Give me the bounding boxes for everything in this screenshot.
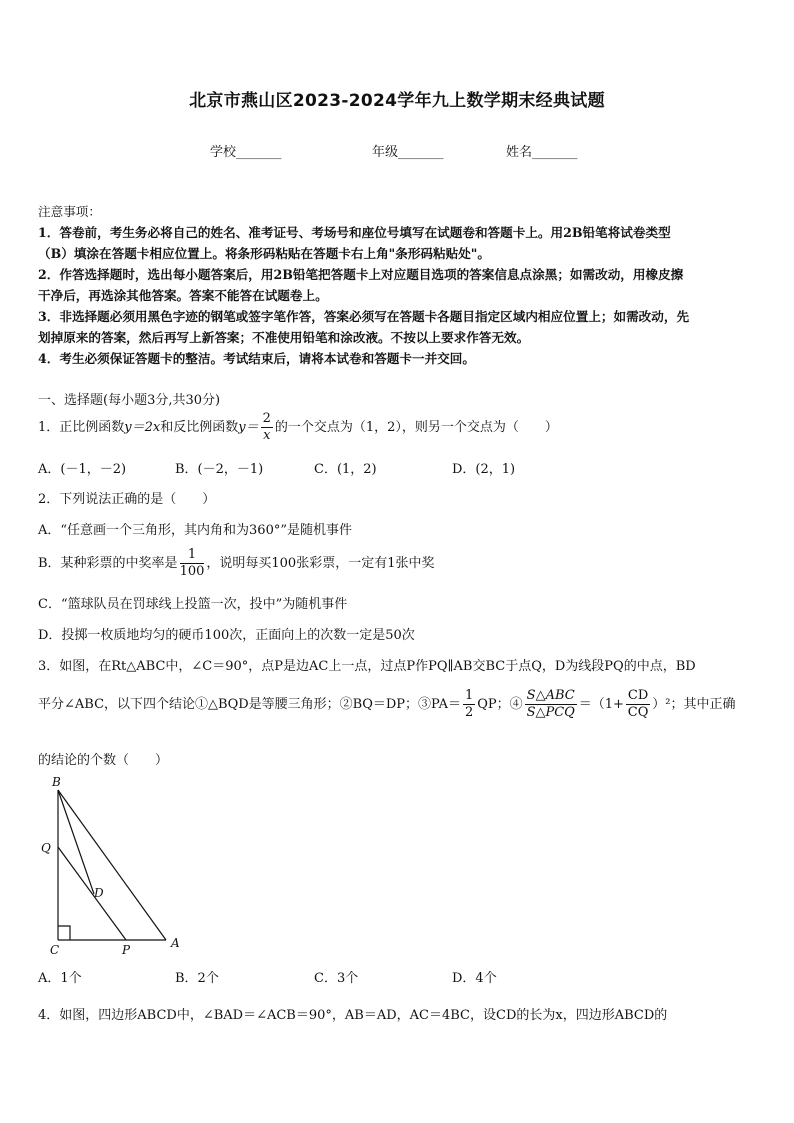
q3-option-b: B．2个 — [175, 971, 219, 986]
q2-option-d: D．投掷一枚质地均匀的硬币100次，正面向上的次数一定是50次 — [38, 628, 415, 643]
q2-option-a: A．“任意画一个三角形，其内角和为360°”是随机事件 — [38, 523, 352, 538]
segment-bd — [58, 790, 94, 894]
q1-fraction: $\frac{2}{x}$ — [262, 411, 271, 443]
q3-fraction-cd: $\frac{CD}{CQ}$ — [627, 688, 649, 720]
exam-title: 北京市燕山区2023-2024学年九上数学期末经典试题 — [189, 91, 605, 111]
q1-option-c: C．(1，2) — [314, 462, 377, 477]
notice-line: 3．非选择题必须用黑色字迹的钢笔或签字笔作答，答案必须写在答题卡各题目指定区域内相应位置上；如需改动，先 — [38, 309, 690, 324]
label-d: D — [94, 886, 104, 900]
notice-line: （B）填涂在答题卡相应位置上。将条形码粘贴在答题卡右上角"条形码粘贴处"。 — [38, 246, 490, 261]
q3-option-c: C．3个 — [314, 971, 359, 986]
q2-option-c: C．“篮球队员在罚球线上投篮一次，投中”为随机事件 — [38, 597, 348, 612]
notice-line: 4．考生必须保证答题卡的整洁。考试结束后，请将本试卷和答题卡一并交回。 — [38, 351, 475, 366]
q1-formula: y＝ — [238, 420, 259, 435]
q3-fraction-area: $\frac{\text{S△ABC}}{\text{S△PCQ}}$ — [526, 688, 575, 720]
notice-line: 2．作答选择题时，选出每小题答案后，用2B铅笔把答题卡上对应题目选项的答案信息点涂黑；如需改动，用橡皮擦 — [38, 267, 684, 282]
notice-line: 划掉原来的答案，然后再写上新答案；不准使用铅笔和涂改液。不按以上要求作答无效。 — [38, 330, 530, 345]
question-3-line3: 的结论的个数（ ） — [38, 753, 169, 768]
right-angle-mark — [58, 926, 70, 940]
school-field: 学校_______ — [210, 145, 282, 160]
label-b: B — [52, 775, 61, 789]
notice-heading: 注意事项： — [38, 204, 101, 219]
q3-option-a: A．1个 — [38, 971, 82, 986]
question-3-line1: 3．如图，在Rt△ABC中，∠C＝90°，点P是边AC上一点，过点P作PQ∥AB交BC于点Q，D为线段PQ的中点，BD — [38, 659, 696, 674]
question-2-stem: 2．下列说法正确的是（ ） — [38, 492, 216, 507]
q1-option-a: A．(－1，－2) — [38, 462, 127, 477]
q1-option-b: B．(－2，－1) — [175, 462, 264, 477]
notice-line: 1．答卷前，考生务必将自己的姓名、准考证号、考场号和座位号填写在试题卷和答题卡上。用2B铅笔将试卷类型 — [38, 225, 671, 240]
q2-fraction: $\frac{1}{100}$ — [179, 547, 205, 579]
label-q: Q — [41, 841, 51, 855]
q1-text: 1．正比例函数 — [38, 420, 125, 435]
q3-fraction-half: $\frac{1}{2}$ — [464, 688, 474, 720]
q3-option-d: D．4个 — [452, 971, 497, 986]
label-a: A — [171, 936, 180, 950]
q1-formula: y＝2x — [124, 420, 161, 435]
question-1-stem — [38, 411, 558, 444]
q1-option-d: D．(2，1) — [452, 462, 516, 477]
name-field: 姓名_______ — [506, 145, 578, 160]
q1-text: 的一个交点为（1，2），则另一个交点为（ ） — [274, 420, 558, 435]
label-c: C — [50, 943, 60, 957]
section-heading: 一、选择题(每小题3分,共30分) — [38, 393, 221, 408]
question-3-line2: 平分∠ABC，以下四个结论①△BQD是等腰三角形；②BQ＝DP；③PA＝ $\frac{1}{2}$ QP；④ $\frac{\text{S△ABC}}{\text{S△PCQ}}$ ＝（1+ $\frac{CD}{CQ}$ ）²；其中正确 — [38, 688, 736, 720]
q3-triangle-figure — [36, 774, 196, 960]
label-p: P — [122, 943, 131, 957]
question-4-line1: 4．如图，四边形ABCD中，∠BAD＝∠ACB＝90°，AB＝AD，AC＝4BC，设CD的长为x，四边形ABCD的 — [38, 1008, 668, 1023]
grade-field: 年级_______ — [372, 145, 444, 160]
notice-block — [38, 201, 758, 369]
q1-text: 和反比例函数 — [160, 420, 239, 435]
side-ab — [58, 790, 166, 940]
notice-line: 干净后，再选涂其他答案。答案不能答在试题卷上。 — [38, 288, 328, 303]
q2-option-b: B．某种彩票的中奖率是 $\frac{1}{100}$ ，说明每买100张彩票，一定有1张中奖 — [38, 547, 435, 579]
